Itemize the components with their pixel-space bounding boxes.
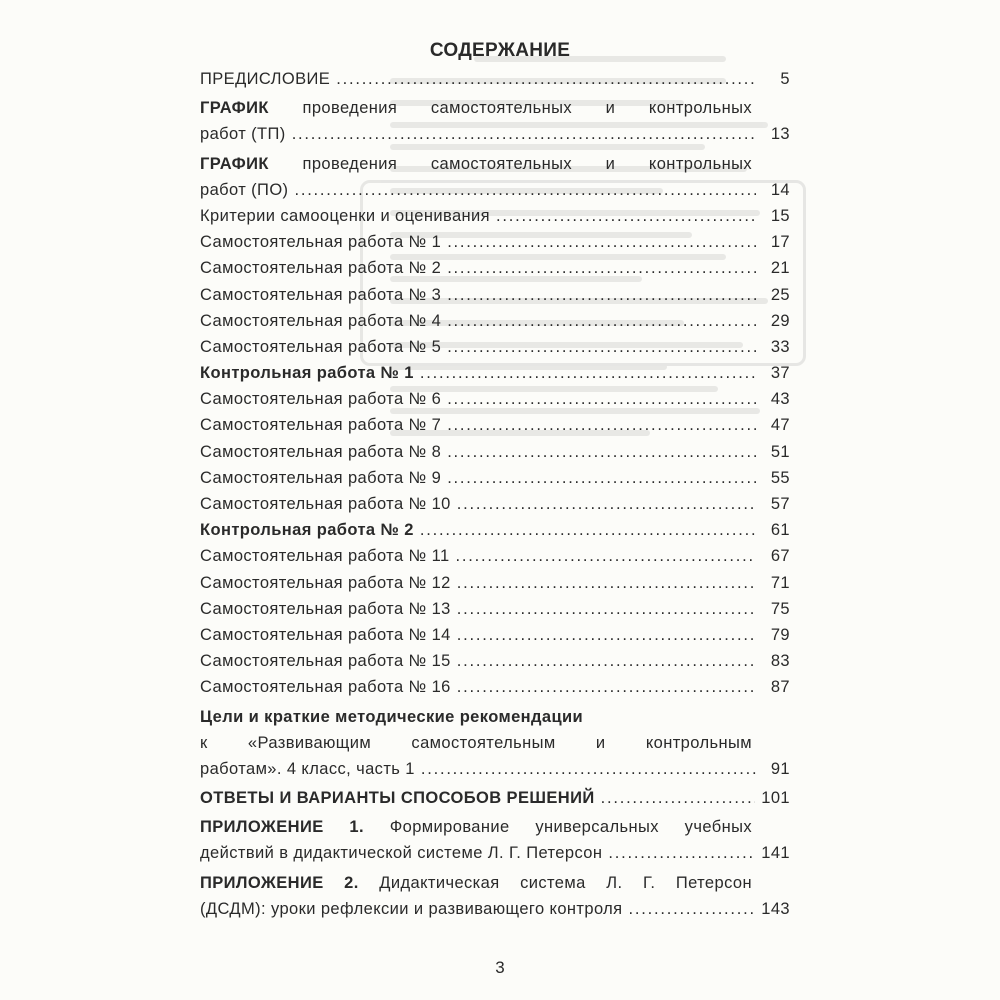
toc-entry-label: Контрольная работа № 2 xyxy=(200,521,414,540)
toc-entry-sr7 xyxy=(200,412,790,438)
toc-entry-sr3 xyxy=(200,282,790,308)
toc-entry-label-line2: работ (ПО) xyxy=(200,180,289,199)
toc-entry-sr14 xyxy=(200,622,790,648)
toc-entry-sr1 xyxy=(200,229,790,255)
dot-leader xyxy=(601,785,756,811)
toc-entry-page: 43 xyxy=(770,390,790,409)
toc-entry-page: 29 xyxy=(770,311,790,330)
toc-entry-label: проведения самостоятельных и контрольных xyxy=(302,154,753,173)
toc-entry-label-line2: действий в дидактической системе Л. Г. Петерсон xyxy=(200,844,603,863)
toc-entry-page: 14 xyxy=(770,180,790,199)
dot-leader xyxy=(294,177,756,203)
toc-entry-page: 21 xyxy=(770,259,790,278)
dot-leader xyxy=(629,896,756,922)
dot-leader xyxy=(496,203,756,229)
toc-entry-page: 25 xyxy=(770,285,790,304)
toc-entry-page: 79 xyxy=(770,625,790,644)
toc-entry-page: 5 xyxy=(780,70,790,88)
dot-leader xyxy=(292,121,756,147)
toc-entry-sr10 xyxy=(200,491,790,517)
dot-leader xyxy=(336,66,756,92)
toc-entry-label: Самостоятельная работа № 15 xyxy=(200,652,451,671)
toc-entry-label: Дидактическая система Л. Г. Петерсон xyxy=(379,873,752,892)
toc-entry-label: Самостоятельная работа № 7 xyxy=(200,416,442,435)
dot-leader xyxy=(447,439,756,465)
toc-entry-bold-label: ГРАФИК xyxy=(200,99,269,118)
toc-entry-label: Самостоятельная работа № 2 xyxy=(200,259,442,278)
toc-entry-sr8 xyxy=(200,439,790,465)
toc-entry-page: 141 xyxy=(761,844,790,863)
toc-entry-page: 57 xyxy=(770,495,790,513)
toc-entry-page: 67 xyxy=(770,547,790,566)
dot-leader xyxy=(447,229,756,255)
dot-leader xyxy=(457,648,756,674)
toc-entry-label: Самостоятельная работа № 1 xyxy=(200,233,442,252)
toc-entry-schedule-po xyxy=(200,151,790,203)
dot-leader xyxy=(447,255,756,281)
dot-leader xyxy=(447,465,756,491)
toc-entry-label: Самостоятельная работа № 11 xyxy=(200,547,450,566)
toc-entry-label-line2: к «Развивающим самостоятельным и контрольным xyxy=(200,733,752,752)
toc-entry-label: Критерии самооценки и оценивания xyxy=(200,206,491,225)
toc-entry-page: 75 xyxy=(770,599,790,618)
toc-entry-page: 91 xyxy=(770,759,790,778)
dot-leader xyxy=(457,570,756,596)
toc-entry-page: 15 xyxy=(770,206,790,225)
toc-entry-sr2 xyxy=(200,255,790,281)
dot-leader xyxy=(457,596,756,622)
toc-entry-sr9 xyxy=(200,465,790,491)
table-of-contents xyxy=(200,36,790,922)
toc-entry-label: Самостоятельная работа № 13 xyxy=(200,599,451,618)
dot-leader xyxy=(447,412,756,438)
toc-entry-goals xyxy=(200,704,790,783)
toc-entry-label: Самостоятельная работа № 14 xyxy=(200,625,451,644)
toc-entry-label: Контрольная работа № 1 xyxy=(200,364,414,383)
toc-entry-page: 47 xyxy=(770,416,790,435)
toc-entry-answers xyxy=(200,785,790,811)
toc-entry-kr1 xyxy=(200,360,790,386)
dot-leader xyxy=(447,308,756,334)
toc-entry-label: Самостоятельная работа № 9 xyxy=(200,468,442,487)
toc-entry-page: 51 xyxy=(770,442,790,461)
toc-entry-appendix-2 xyxy=(200,870,790,922)
toc-entry-sr5 xyxy=(200,334,790,360)
toc-entry-label: Формирование универсальных учебных xyxy=(389,818,752,837)
dot-leader xyxy=(457,491,756,517)
toc-entry-page: 83 xyxy=(770,652,790,671)
dot-leader xyxy=(608,840,755,866)
dot-leader xyxy=(457,674,756,700)
toc-entry-page: 101 xyxy=(761,789,790,808)
toc-entry-appendix-1 xyxy=(200,814,790,866)
toc-entry-sr4 xyxy=(200,308,790,334)
toc-entry-sr16 xyxy=(200,674,790,700)
toc-entry-criteria xyxy=(200,203,790,229)
dot-leader xyxy=(420,360,756,386)
toc-entry-page: 87 xyxy=(770,678,790,697)
toc-entry-sr12 xyxy=(200,570,790,596)
toc-entry-label-line2: работ (ТП) xyxy=(200,125,286,144)
dot-leader xyxy=(421,756,756,782)
toc-entry-label: ПРЕДИСЛОВИЕ xyxy=(200,70,331,88)
toc-entry-page: 61 xyxy=(770,521,790,540)
toc-entry-label: Самостоятельная работа № 10 xyxy=(200,495,451,513)
toc-entry-preface xyxy=(200,66,790,92)
toc-entry-label: Самостоятельная работа № 8 xyxy=(200,442,442,461)
toc-entry-page: 33 xyxy=(770,337,790,356)
toc-entry-sr13 xyxy=(200,596,790,622)
dot-leader xyxy=(447,282,756,308)
toc-entry-page: 37 xyxy=(770,364,790,383)
toc-entry-page: 71 xyxy=(770,573,790,592)
toc-entry-label: Самостоятельная работа № 16 xyxy=(200,678,451,697)
toc-entry-schedule-tp xyxy=(200,95,790,147)
toc-entry-label-line3: работам». 4 класс, часть 1 xyxy=(200,759,415,778)
toc-entry-sr11 xyxy=(200,543,790,569)
toc-entry-bold-label: ОТВЕТЫ И ВАРИАНТЫ СПОСОБОВ РЕШЕНИЙ xyxy=(200,789,595,808)
toc-entry-label: Самостоятельная работа № 4 xyxy=(200,311,442,330)
toc-entry-label: проведения самостоятельных и контрольных xyxy=(302,99,753,118)
dot-leader xyxy=(456,543,756,569)
toc-entry-page: 143 xyxy=(761,899,790,918)
dot-leader xyxy=(457,622,756,648)
dot-leader xyxy=(447,386,756,412)
toc-entry-bold-label: ПРИЛОЖЕНИЕ 2. xyxy=(200,873,359,892)
toc-entry-page: 55 xyxy=(770,468,790,487)
toc-entry-sr6 xyxy=(200,386,790,412)
toc-entry-sr15 xyxy=(200,648,790,674)
toc-entry-label-line2: (ДСДМ): уроки рефлексии и развивающего контроля xyxy=(200,899,623,918)
toc-entry-bold-label: ПРИЛОЖЕНИЕ 1. xyxy=(200,818,364,837)
toc-entry-label: Самостоятельная работа № 6 xyxy=(200,390,442,409)
toc-entry-page: 13 xyxy=(770,125,790,144)
toc-entry-page: 17 xyxy=(770,233,790,252)
dot-leader xyxy=(420,517,756,543)
dot-leader xyxy=(447,334,756,360)
toc-entry-bold-label: ГРАФИК xyxy=(200,154,269,173)
page-title: СОДЕРЖАНИЕ xyxy=(429,40,571,61)
toc-entry-label: Самостоятельная работа № 3 xyxy=(200,285,442,304)
page-number: 3 xyxy=(495,958,505,977)
toc-entry-label: Самостоятельная работа № 5 xyxy=(200,337,442,356)
toc-entry-kr2 xyxy=(200,517,790,543)
toc-entry-label: Самостоятельная работа № 12 xyxy=(200,573,451,592)
toc-entry-bold-label: Цели и краткие методические рекомендации xyxy=(200,707,584,726)
